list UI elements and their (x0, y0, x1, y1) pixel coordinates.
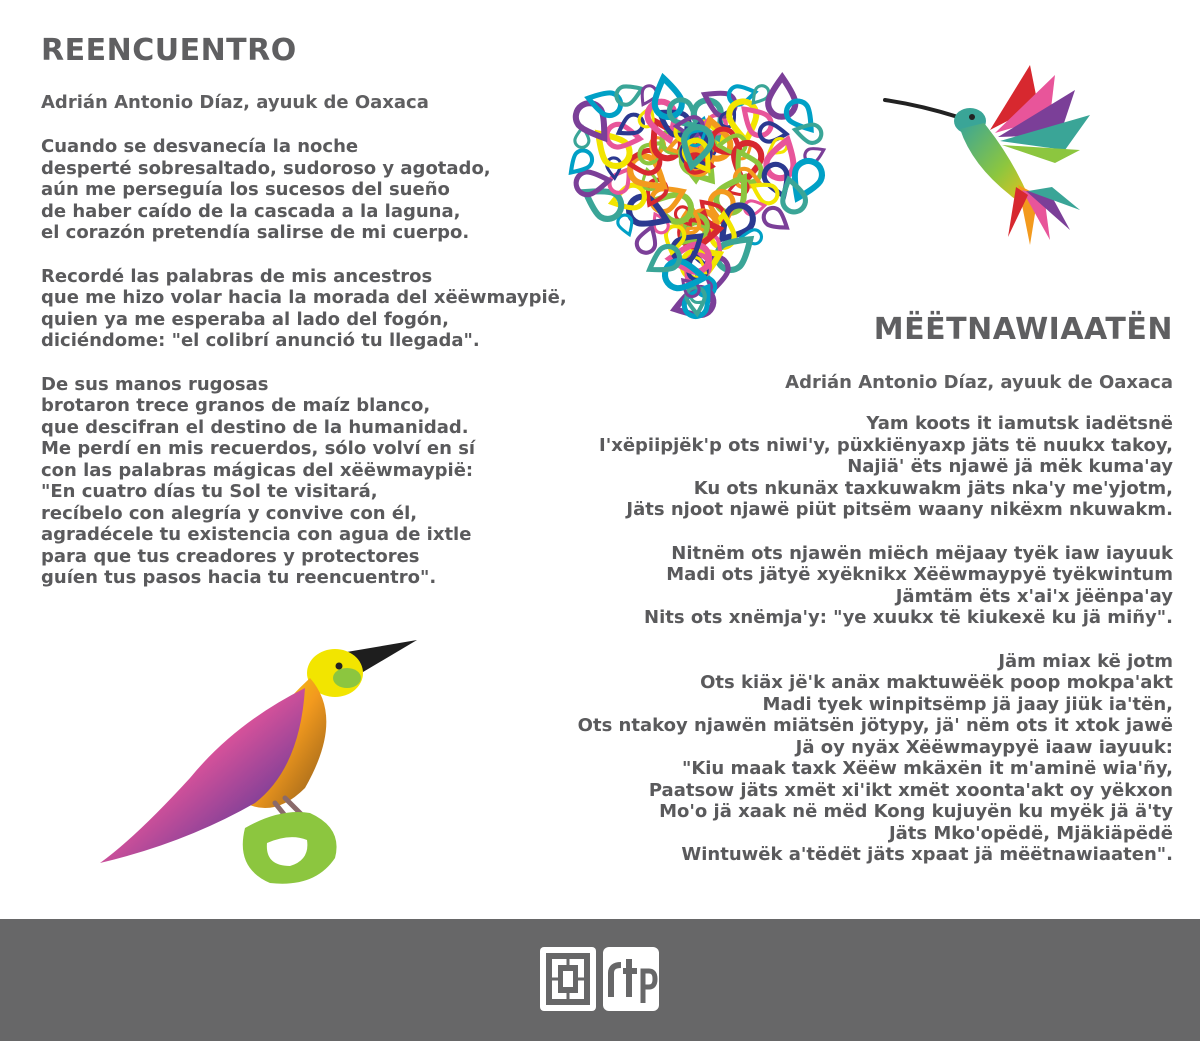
poem-line: Recordé las palabras de mis ancestros (41, 265, 433, 287)
footer-bar (0, 919, 1200, 1041)
poem-line: I'xëpiipjëk'p ots niwi'y, püxkiënyaxp jäts të nuukx takoy, (599, 434, 1173, 456)
poem-line: quien ya me esperaba al lado del fogón, (41, 308, 449, 330)
poem-stanza (41, 266, 567, 352)
left-poem-author: Adrián Antonio Díaz, ayuuk de Oaxaca (41, 92, 429, 113)
hummingbird-illustration (880, 45, 1150, 245)
poem-line: Jäm miax kë jotm (998, 650, 1173, 672)
poem-line: para que tus creadores y protectores (41, 545, 420, 567)
poem-line: "En cuatro días tu Sol te visitará, (41, 481, 378, 502)
poem-line: "Kiu maak taxk Xëëw mkäxën it m'aminë wia'ñy, (681, 758, 1173, 779)
poem-line: de haber caído de la cascada a la laguna, (41, 200, 461, 222)
poem-line: brotaron trece granos de maíz blanco, (41, 395, 431, 416)
poem-line: recíbelo con alegría y convive con él, (41, 502, 418, 524)
right-poem-author: Adrián Antonio Díaz, ayuuk de Oaxaca (785, 372, 1173, 393)
poem-line: Jä oy nyäx Xëëwmaypyë iaaw iayuuk: (795, 736, 1173, 758)
poem-line: Ots kiäx jë'k anäx maktuwëëk poop mokpa'akt (700, 672, 1173, 693)
poem-line: Madi tyek winpitsëmp jä jaay jiük ia'tën, (762, 693, 1173, 715)
poem-line: diciéndome: "el colibrí anunció tu llegada". (41, 330, 480, 351)
rtp-logo-icon (603, 947, 659, 1011)
institution-logo-icon (540, 947, 596, 1011)
poem-line: con las palabras mágicas del xëëwmaypië: (41, 459, 474, 481)
poem-line: Cuando se desvanecía la noche (41, 136, 359, 157)
poem-line: guíen tus pasos hacia tu reencuentro". (41, 567, 437, 588)
poem-line: agradécele tu existencia con agua de ixtle (41, 524, 472, 545)
poem-line: Paatsow jäts xmët xi'ikt xmët xoonta'akt oy yëkxon (648, 779, 1173, 801)
songbird-on-branch-illustration (95, 628, 435, 888)
poem-line: Wintuwëk a'tëdët jäts xpaat jä mëëtnawiaaten". (681, 844, 1173, 865)
poem-line: Jäts Mko'opëdë, Mjäkiäpëdë (888, 822, 1173, 844)
poem-line: el corazón pretendía salirse de mi cuerpo. (41, 222, 470, 243)
poem-line: desperté sobresaltado, sudoroso y agotado, (41, 157, 491, 179)
poem-line: Najiä' ëts njawë jä mëk kuma'ay (847, 456, 1173, 477)
poem-line: Madi ots jätyë xyëknikx Xëëwmaypyë tyëkwintum (666, 564, 1173, 585)
paisley-drop (768, 77, 796, 117)
poem-line: Mo'o jä xaak në mëd Kong kujuyën ku myëk jä ä'ty (659, 801, 1173, 822)
poem-stanza (41, 374, 567, 589)
poem-stanza (578, 543, 1173, 629)
poem-line: que descifran el destino de la humanidad. (41, 416, 469, 438)
right-poem-title: MËËTNAWIAATËN (873, 312, 1173, 347)
poem-stanza (578, 651, 1173, 866)
paisley-heart-illustration (525, 30, 870, 345)
poem-line: Jämtäm ëts x'ai'x jëënpa'ay (895, 585, 1173, 607)
paisley-drop (614, 80, 646, 107)
poem-line: aún me perseguía los sucesos del sueño (41, 179, 450, 200)
poem-line: De sus manos rugosas (41, 373, 269, 395)
right-poem-body (578, 413, 1173, 888)
poem-line: que me hizo volar hacia la morada del xëëwmaypië, (41, 287, 567, 308)
poem-line: Me perdí en mis recuerdos, sólo volví en sí (41, 438, 476, 459)
poem-line: Ku ots nkunäx taxkuwakm jäts nka'y me'yjotm, (693, 477, 1173, 499)
poem-stanza (41, 136, 567, 244)
poem-line: Nits ots xnëmja'y: "ye xuukx të kiukexë ku jä miñy". (644, 607, 1173, 628)
paisley-drop (778, 177, 808, 215)
paisley-drop (782, 97, 820, 137)
poem-line: Yam koots it iamutsk iadëtsnë (866, 413, 1173, 434)
left-poem-title: REENCUENTRO (41, 33, 297, 68)
poem-stanza (578, 413, 1173, 521)
poem-line: Nitnëm ots njawën miëch mëjaay tyëk iaw iayuuk (671, 542, 1173, 564)
poem-line: Jäts njoot njawë piüt pitsëm waany nikëxm nkuwakm. (626, 499, 1173, 520)
left-poem-body (41, 136, 567, 611)
poem-line: Ots ntakoy njawën miätsën jötypy, jä' nëm ots it xtok jawë (577, 715, 1173, 736)
